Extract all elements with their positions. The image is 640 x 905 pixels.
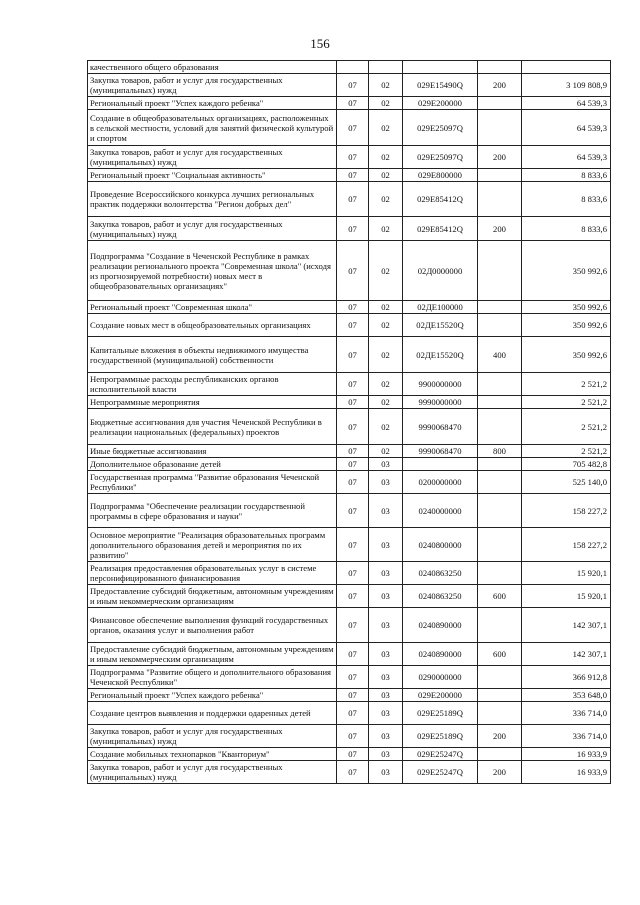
row-expense-type: 200 [478, 74, 522, 97]
row-amount: 16 933,9 [522, 748, 611, 761]
row-section: 07 [337, 458, 369, 471]
row-expense-type: 200 [478, 146, 522, 169]
row-subsection: 03 [369, 689, 403, 702]
row-section: 07 [337, 494, 369, 528]
budget-table-body [88, 61, 611, 784]
row-subsection: 02 [369, 169, 403, 182]
row-name: качественного общего образования [88, 61, 337, 74]
table-row [88, 74, 611, 97]
row-amount [522, 61, 611, 74]
row-section: 07 [337, 528, 369, 562]
row-amount: 15 920,1 [522, 585, 611, 608]
row-target-code: 029E85412Q [403, 217, 478, 241]
row-target-code [403, 61, 478, 74]
row-subsection [369, 61, 403, 74]
table-row [88, 666, 611, 689]
row-expense-type [478, 666, 522, 689]
row-subsection: 02 [369, 373, 403, 396]
row-amount: 336 714,0 [522, 702, 611, 725]
row-amount: 15 920,1 [522, 562, 611, 585]
table-row [88, 337, 611, 373]
row-section: 07 [337, 217, 369, 241]
row-amount: 64 539,3 [522, 146, 611, 169]
row-section: 07 [337, 689, 369, 702]
row-target-code: 02ДЕ100000 [403, 301, 478, 314]
row-subsection: 03 [369, 748, 403, 761]
row-section: 07 [337, 314, 369, 337]
row-subsection: 03 [369, 471, 403, 494]
row-subsection: 03 [369, 725, 403, 748]
row-amount: 350 992,6 [522, 301, 611, 314]
row-target-code: 0240863250 [403, 585, 478, 608]
row-section: 07 [337, 725, 369, 748]
row-expense-type [478, 748, 522, 761]
row-expense-type [478, 396, 522, 409]
row-section: 07 [337, 471, 369, 494]
row-subsection: 02 [369, 217, 403, 241]
table-row [88, 61, 611, 74]
row-subsection: 02 [369, 110, 403, 146]
table-row [88, 608, 611, 643]
row-amount: 2 521,2 [522, 445, 611, 458]
row-target-code: 9990000000 [403, 396, 478, 409]
table-row [88, 110, 611, 146]
row-section: 07 [337, 182, 369, 217]
row-target-code: 02ДЕ15520Q [403, 337, 478, 373]
row-target-code: 02ДЕ15520Q [403, 314, 478, 337]
row-amount: 142 307,1 [522, 608, 611, 643]
row-target-code: 0240890000 [403, 643, 478, 666]
table-row [88, 314, 611, 337]
table-row [88, 458, 611, 471]
row-subsection: 02 [369, 241, 403, 301]
row-target-code: 029E25189Q [403, 725, 478, 748]
row-expense-type: 400 [478, 337, 522, 373]
row-expense-type: 600 [478, 585, 522, 608]
row-subsection: 02 [369, 396, 403, 409]
table-row [88, 528, 611, 562]
row-target-code: 0200000000 [403, 471, 478, 494]
row-amount: 158 227,2 [522, 494, 611, 528]
row-target-code: 9990068470 [403, 409, 478, 445]
table-row [88, 748, 611, 761]
table-row [88, 241, 611, 301]
row-target-code: 029E25247Q [403, 748, 478, 761]
row-amount: 350 992,6 [522, 241, 611, 301]
table-row [88, 146, 611, 169]
row-name: Закупка товаров, работ и услуг для государственных (муниципальных) нужд [88, 74, 337, 97]
row-expense-type [478, 61, 522, 74]
row-section: 07 [337, 409, 369, 445]
table-row [88, 494, 611, 528]
row-subsection: 02 [369, 146, 403, 169]
row-expense-type [478, 314, 522, 337]
row-expense-type [478, 562, 522, 585]
row-section: 07 [337, 97, 369, 110]
row-section: 07 [337, 608, 369, 643]
page-number: 156 [310, 36, 330, 51]
row-name: Государственная программа "Развитие образования Чеченской Республики" [88, 471, 337, 494]
row-amount: 64 539,3 [522, 97, 611, 110]
row-name: Региональный проект "Успех каждого ребенка" [88, 97, 337, 110]
row-name: Капитальные вложения в объекты недвижимого имущества государственной (муниципальной) собственности [88, 337, 337, 373]
row-section: 07 [337, 169, 369, 182]
row-name: Непрограммные мероприятия [88, 396, 337, 409]
row-subsection: 03 [369, 702, 403, 725]
row-amount: 2 521,2 [522, 409, 611, 445]
row-expense-type [478, 182, 522, 217]
row-name: Региональный проект "Успех каждого ребенка" [88, 689, 337, 702]
row-section: 07 [337, 74, 369, 97]
table-row [88, 585, 611, 608]
row-expense-type [478, 494, 522, 528]
row-name: Закупка товаров, работ и услуг для государственных (муниципальных) нужд [88, 217, 337, 241]
row-target-code: 02Д0000000 [403, 241, 478, 301]
table-row [88, 169, 611, 182]
row-target-code: 0240000000 [403, 494, 478, 528]
row-target-code: 0240800000 [403, 528, 478, 562]
row-amount: 525 140,0 [522, 471, 611, 494]
row-name: Бюджетные ассигнования для участия Чеченской Республики в реализации национальных (федеральных) проектов [88, 409, 337, 445]
row-amount: 8 833,6 [522, 169, 611, 182]
row-target-code: 0240890000 [403, 608, 478, 643]
row-subsection: 03 [369, 666, 403, 689]
row-target-code: 029E25247Q [403, 761, 478, 784]
row-name: Создание мобильных технопарков "Кванториум" [88, 748, 337, 761]
row-subsection: 03 [369, 643, 403, 666]
row-name: Предоставление субсидий бюджетным, автономным учреждениям и иным некоммерческим организациям [88, 585, 337, 608]
row-section: 07 [337, 301, 369, 314]
table-row [88, 182, 611, 217]
row-amount: 16 933,9 [522, 761, 611, 784]
row-name: Закупка товаров, работ и услуг для государственных (муниципальных) нужд [88, 761, 337, 784]
row-subsection: 03 [369, 562, 403, 585]
row-target-code: 0290000000 [403, 666, 478, 689]
row-subsection: 03 [369, 585, 403, 608]
row-expense-type [478, 301, 522, 314]
row-section: 07 [337, 761, 369, 784]
row-subsection: 03 [369, 494, 403, 528]
row-subsection: 02 [369, 182, 403, 217]
row-subsection: 02 [369, 314, 403, 337]
row-expense-type [478, 373, 522, 396]
row-name: Иные бюджетные ассигнования [88, 445, 337, 458]
row-expense-type [478, 110, 522, 146]
row-amount: 353 648,0 [522, 689, 611, 702]
row-expense-type: 800 [478, 445, 522, 458]
row-subsection: 02 [369, 445, 403, 458]
row-expense-type [478, 97, 522, 110]
row-name: Финансовое обеспечение выполнения функций государственных органов, оказания услуг и выполнения работ [88, 608, 337, 643]
table-row [88, 217, 611, 241]
row-section: 07 [337, 337, 369, 373]
row-expense-type: 200 [478, 725, 522, 748]
row-name: Подпрограмма "Обеспечение реализации государственной программы в сфере образования и науки" [88, 494, 337, 528]
row-amount: 366 912,8 [522, 666, 611, 689]
row-target-code: 029E25189Q [403, 702, 478, 725]
row-amount: 350 992,6 [522, 314, 611, 337]
row-expense-type: 600 [478, 643, 522, 666]
table-row [88, 761, 611, 784]
row-section: 07 [337, 241, 369, 301]
row-amount: 142 307,1 [522, 643, 611, 666]
row-section: 07 [337, 748, 369, 761]
row-amount: 8 833,6 [522, 217, 611, 241]
row-expense-type [478, 608, 522, 643]
row-target-code: 029E25097Q [403, 146, 478, 169]
table-row [88, 562, 611, 585]
row-amount: 3 109 808,9 [522, 74, 611, 97]
row-name: Реализация предоставления образовательных услуг в системе персонифицированного финансирования [88, 562, 337, 585]
row-subsection: 02 [369, 409, 403, 445]
table-row [88, 396, 611, 409]
row-name: Подпрограмма "Развитие общего и дополнительного образования Чеченской Республики" [88, 666, 337, 689]
row-section: 07 [337, 445, 369, 458]
row-target-code: 029E800000 [403, 169, 478, 182]
row-section: 07 [337, 643, 369, 666]
row-subsection: 02 [369, 74, 403, 97]
row-name: Основное мероприятие "Реализация образовательных программ дополнительного образования детей и мероприятия по их развитию" [88, 528, 337, 562]
budget-table [87, 60, 611, 784]
table-row [88, 725, 611, 748]
table-row [88, 301, 611, 314]
table-row [88, 97, 611, 110]
row-subsection: 03 [369, 528, 403, 562]
row-expense-type [478, 241, 522, 301]
row-subsection: 03 [369, 761, 403, 784]
table-row [88, 445, 611, 458]
row-name: Непрограммные расходы республиканских органов исполнительной власти [88, 373, 337, 396]
row-section: 07 [337, 585, 369, 608]
row-name: Дополнительное образование детей [88, 458, 337, 471]
table-row [88, 689, 611, 702]
row-amount: 350 992,6 [522, 337, 611, 373]
row-target-code: 029E200000 [403, 97, 478, 110]
row-section: 07 [337, 666, 369, 689]
row-expense-type [478, 528, 522, 562]
row-section: 07 [337, 396, 369, 409]
row-target-code: 029E200000 [403, 689, 478, 702]
row-section: 07 [337, 702, 369, 725]
row-subsection: 03 [369, 608, 403, 643]
row-amount: 158 227,2 [522, 528, 611, 562]
row-target-code: 029E85412Q [403, 182, 478, 217]
row-target-code: 9990068470 [403, 445, 478, 458]
row-expense-type [478, 458, 522, 471]
row-target-code: 0240863250 [403, 562, 478, 585]
row-name: Закупка товаров, работ и услуг для государственных (муниципальных) нужд [88, 725, 337, 748]
row-subsection: 02 [369, 337, 403, 373]
row-name: Региональный проект "Социальная активность" [88, 169, 337, 182]
row-section: 07 [337, 562, 369, 585]
row-expense-type [478, 169, 522, 182]
row-amount: 64 539,3 [522, 110, 611, 146]
row-expense-type [478, 471, 522, 494]
row-target-code: 029E25097Q [403, 110, 478, 146]
row-section: 07 [337, 373, 369, 396]
row-name: Подпрограмма "Создание в Чеченской Республике в рамках реализации регионального проекта "Современная школа" (исходя из прогнозируемой потребности) новых мест в общеобразовательных организациях" [88, 241, 337, 301]
row-name: Региональный проект "Современная школа" [88, 301, 337, 314]
table-row [88, 409, 611, 445]
row-target-code: 029E15490Q [403, 74, 478, 97]
row-name: Проведение Всероссийского конкурса лучших региональных практик поддержки волонтерства "Регион добрых дел" [88, 182, 337, 217]
row-subsection: 03 [369, 458, 403, 471]
row-name: Создание в общеобразовательных организациях, расположенных в сельской местности, условий для занятий физической культурой и спортом [88, 110, 337, 146]
row-section: 07 [337, 110, 369, 146]
row-amount: 705 482,8 [522, 458, 611, 471]
table-row [88, 373, 611, 396]
row-expense-type [478, 702, 522, 725]
row-amount: 8 833,6 [522, 182, 611, 217]
table-row [88, 643, 611, 666]
row-name: Создание центров выявления и поддержки одаренных детей [88, 702, 337, 725]
row-section [337, 61, 369, 74]
row-subsection: 02 [369, 97, 403, 110]
row-amount: 2 521,2 [522, 396, 611, 409]
row-amount: 2 521,2 [522, 373, 611, 396]
row-expense-type: 200 [478, 217, 522, 241]
table-row [88, 471, 611, 494]
row-target-code: 9900000000 [403, 373, 478, 396]
row-section: 07 [337, 146, 369, 169]
row-target-code [403, 458, 478, 471]
row-name: Закупка товаров, работ и услуг для государственных (муниципальных) нужд [88, 146, 337, 169]
row-amount: 336 714,0 [522, 725, 611, 748]
row-expense-type [478, 409, 522, 445]
row-expense-type: 200 [478, 761, 522, 784]
row-expense-type [478, 689, 522, 702]
row-name: Создание новых мест в общеобразовательных организациях [88, 314, 337, 337]
row-name: Предоставление субсидий бюджетным, автономным учреждениям и иным некоммерческим организациям [88, 643, 337, 666]
row-subsection: 02 [369, 301, 403, 314]
table-row [88, 702, 611, 725]
